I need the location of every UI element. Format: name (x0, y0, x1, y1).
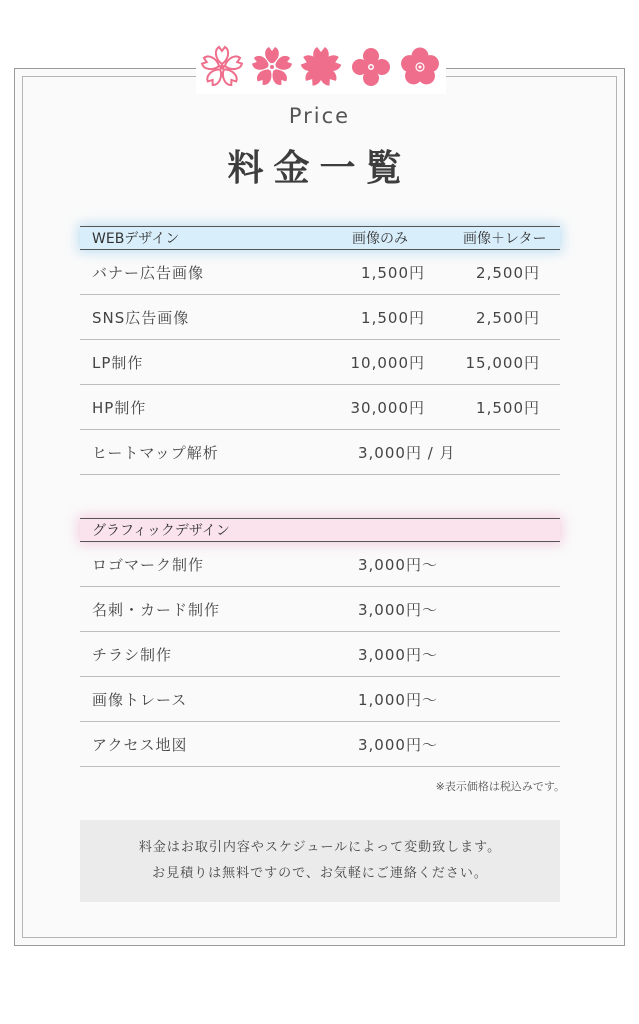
web-design-section (80, 226, 560, 475)
service-name: 名刺・カード制作 (92, 600, 221, 619)
price-monthly: 3,000円 / 月 (358, 443, 456, 462)
flower-cross-icon (349, 45, 393, 89)
column-header-image-letter: 画像＋レター (463, 231, 547, 247)
service-name: アクセス地図 (92, 735, 188, 754)
sakura-decoration (196, 40, 446, 94)
section-header (80, 226, 560, 250)
plum-blossom-icon (398, 45, 442, 89)
price-row (80, 542, 560, 587)
service-name: HP制作 (92, 398, 147, 417)
notice-line-1: 料金はお取引内容やスケジュールによって変動致します。 (138, 840, 502, 855)
price-row (80, 430, 560, 475)
price-image-letter: 2,500円 (476, 308, 540, 327)
service-name: ロゴマーク制作 (92, 555, 205, 574)
notice-box (80, 820, 560, 902)
sakura-icon (250, 45, 294, 89)
section-title: グラフィックデザイン (92, 523, 230, 539)
price: 3,000円〜 (358, 600, 438, 619)
price-image-only: 1,500円 (361, 308, 425, 327)
price: 3,000円〜 (358, 555, 438, 574)
price-row (80, 295, 560, 340)
section-header (80, 518, 560, 542)
inner-frame (22, 76, 617, 938)
price-image-letter: 2,500円 (476, 263, 540, 282)
price-row (80, 385, 560, 430)
price: 3,000円〜 (358, 645, 438, 664)
graphic-design-section (80, 518, 560, 767)
price-image-letter: 15,000円 (465, 353, 540, 372)
price-image-letter: 1,500円 (476, 398, 540, 417)
price: 3,000円〜 (358, 735, 438, 754)
price-row (80, 587, 560, 632)
column-header-image-only: 画像のみ (352, 231, 408, 247)
notice-line-2: お見積りは無料ですので、お気軽にご連絡ください。 (152, 866, 488, 881)
service-name: SNS広告画像 (92, 308, 190, 327)
service-name: LP制作 (92, 353, 144, 372)
service-name: チラシ制作 (92, 645, 173, 664)
price-image-only: 1,500円 (361, 263, 425, 282)
page-title: 料金一覧 (227, 147, 412, 189)
price-row (80, 677, 560, 722)
tax-note: ※表示価格は税込みです。 (435, 780, 565, 793)
section-title: WEBデザイン (92, 231, 180, 247)
service-name: バナー広告画像 (92, 263, 205, 282)
service-name: 画像トレース (92, 690, 188, 709)
price: 1,000円〜 (358, 690, 438, 709)
service-name: ヒートマップ解析 (92, 443, 219, 462)
price-image-only: 30,000円 (350, 398, 425, 417)
price-row (80, 632, 560, 677)
sakura-solid-icon (299, 45, 343, 89)
sakura-outline-icon (200, 45, 244, 89)
price-image-only: 10,000円 (350, 353, 425, 372)
title-english: Price (288, 104, 351, 128)
price-row (80, 722, 560, 767)
price-row (80, 340, 560, 385)
price-row (80, 250, 560, 295)
